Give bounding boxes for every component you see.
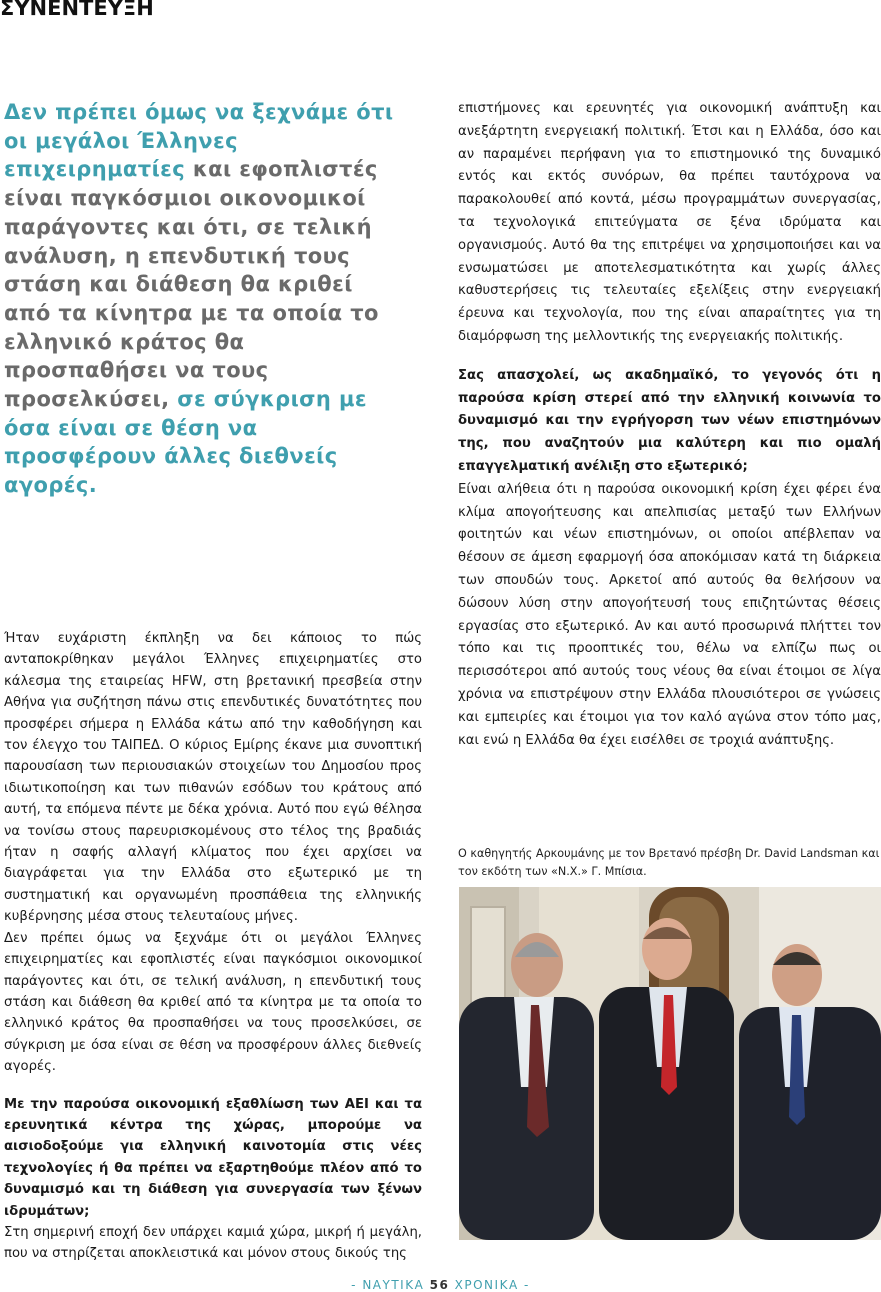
body-paragraph: Είναι αλήθεια ότι η παρούσα οικονομική κρίση έχει φέρει ένα κλίμα απογοήτευσης και απελπισίας μεταξύ των Ελλήνων φοιτητών και νέων επιστημόνων, οι οποίοι απέβλεπαν να θέσουν σε άμεση εφαρμογή όσα αποκόμισαν κατά τη διάρκεια των σπουδών τους. Αρκετοί από αυτούς θα θελήσουν να δώσουν λύση στην απογοήτευσή τους επιζητώντας θέσεις εργασίας στο εξωτερικό. Αν και αυτό προσωρινά πλήττει τον τόπο και τις προοπτικές του, θέλω να ελπίζω πως οι περισσότεροι από αυτούς τους νέους θα είναι έτοιμοι σε λίγα χρόνια να επιστρέψουν στην Ελλάδα πλουσιότεροι σε γνώσεις και εμπειρίες και έτοιμοι για τον καλό αγώνα στον τόπο μας, και ενώ η Ελλάδα θα έχει εισέλθει σε τροχιά ανάπτυξης. <box>458 481 881 748</box>
body-paragraph: Δεν πρέπει όμως να ξεχνάμε ότι οι μεγάλοι Έλληνες επιχειρηματίες και εφοπλιστές είναι παγκόσμιοι οικονομικοί παράγοντες και ότι, σε τελική ανάλυση, η επενδυτική τους στάση και διάθεση θα κριθεί από τα κίνητρα με τα οποία το ελληνικό κράτος θα προσπαθήσει να τους προσελκύσει, σε σύγκριση με όσα είναι σε θέση να προσφέρουν άλλες διεθνείς αγορές. <box>4 930 422 1075</box>
pull-quote <box>4 98 404 500</box>
article-left-column <box>4 628 422 1265</box>
pull-quote-part-1: Δεν πρέπει όμως να ξεχνάμε ότι οι μεγάλοι Έλληνες επιχειρηματίες <box>4 100 394 182</box>
interview-question: Με την παρούσα οικονομική εξαθλίωση των ΑΕΙ και τα ερευνητικά κέντρα της χώρας, μπορούμε να αισιοδοξούμε για ελληνική καινοτομία στις νέες τεχνολογίες ή θα πρέπει να εξαρτηθούμε πλέον από το δυναμισμό και τη διάθεση για συνεργασία των ξένων ιδρυμάτων; <box>4 1096 422 1219</box>
footer-magazine-word-1: ΝΑΥΤΙΚΑ <box>362 1278 425 1292</box>
footer-magazine-word-2: ΧΡΟΝΙΚΑ <box>454 1278 519 1292</box>
body-paragraph: Ήταν ευχάριστη έκπληξη να δει κάποιος το πώς ανταποκρίθηκαν μεγάλοι Έλληνες επιχειρηματίες στο κάλεσμα της εταιρείας HFW, στη βρετανική πρεσβεία στην Αθήνα για συζήτηση πάνω στις επενδυτικές δυνατότητες που προσφέρει σήμερα η Ελλάδα κάτω από την καθοδήγηση και τον έλεγχο του ΤΑΙΠΕΔ. Ο κύριος Εμίρης έκανε μια συνοπτική παρουσίαση των περιουσιακών στοιχείων του Δημοσίου προς ιδιωτικοποίηση και των πιθανών εσόδων του κράτους από αυτή, τα επόμενα πέντε με δέκα χρόνια. Αυτό που εγώ θέλησα να τονίσω στους παρευρισκομένους στο τέλος της βραδιάς ήταν η σαφής αλλαγή κλίματος που έχει αρχίσει να διαγράφεται για την Ελλάδα στο εξωτερικό με τη συστηματική και οργανωμένη προσπάθεια της ελληνικής κυβέρνησης μέσα στους τελευταίους μήνες. <box>4 631 422 925</box>
photo-three-men <box>459 887 881 1240</box>
pull-quote-part-3: σε σύγκριση με όσα είναι σε θέση να προσφέρουν άλλες διεθνείς αγορές. <box>4 387 367 498</box>
article-right-column <box>458 98 881 752</box>
footer-dash-right: - <box>523 1278 530 1292</box>
page-footer <box>0 1278 881 1292</box>
section-title: ΣΥΝΕΝΤΕΥΞΗ <box>0 0 154 20</box>
body-paragraph: Στη σημερινή εποχή δεν υπάρχει καμιά χώρα, μικρή ή μεγάλη, που να στηρίζεται αποκλειστικά και μόνον στους δικούς της <box>4 1224 422 1262</box>
pull-quote-part-2: και εφοπλιστές είναι παγκόσμιοι οικονομικοί παράγοντες και ότι, σε τελική ανάλυση, η επενδυτική τους στάση και διάθεση θα κριθεί από τα κίνητρα με τα οποία το ελληνικό κράτος θα προσπαθήσει να τους προσελκύσει, <box>4 157 379 412</box>
page-number: 56 <box>429 1278 450 1292</box>
body-paragraph: επιστήμονες και ερευνητές για οικονομική ανάπτυξη και ανεξάρτητη ενεργειακή πολιτική. Έτσι και η Ελλάδα, όσο και αν παραμένει περήφανη για το επιστημονικό της δυναμικό εντός και εκτός συνόρων, θα πρέπει ταυτόχρονα να παρακολουθεί από κοντά, μέσω προγραμμάτων συνεργασίας, τα τεχνολογικά επιτεύγματα σε ξένα ιδρύματα και οργανισμούς. Αυτό θα της επιτρέψει να χρησιμοποιήσει και να ενσωματώσει με αποτελεσματικότητα και χωρίς άλλες καθυστερήσεις τις τελευταίες εξελίξεις στην ενεργειακή έρευνα και τεχνολογία, που της είναι απαραίτητες για τη διαμόρφωση της μελλοντικής της ενεργειακής πολιτικής. <box>458 101 881 344</box>
footer-dash-left: - <box>351 1278 357 1292</box>
photo-caption: Ο καθηγητής Αρκουμάνης με τον Βρετανό πρέσβη Dr. David Landsman και τον εκδότη των «Ν.Χ.» Γ. Μπίσια. <box>458 847 880 878</box>
interview-question: Σας απασχολεί, ως ακαδημαϊκό, το γεγονός ότι η παρούσα κρίση στερεί από την ελληνική κοινωνία το δυναμισμό και την εγρήγορση των νέων επιστημόνων της, που αναζητούν μια καλύτερη και πιο ομαλή επαγγελματική ανέλιξη στο εξωτερικό; <box>458 367 881 474</box>
